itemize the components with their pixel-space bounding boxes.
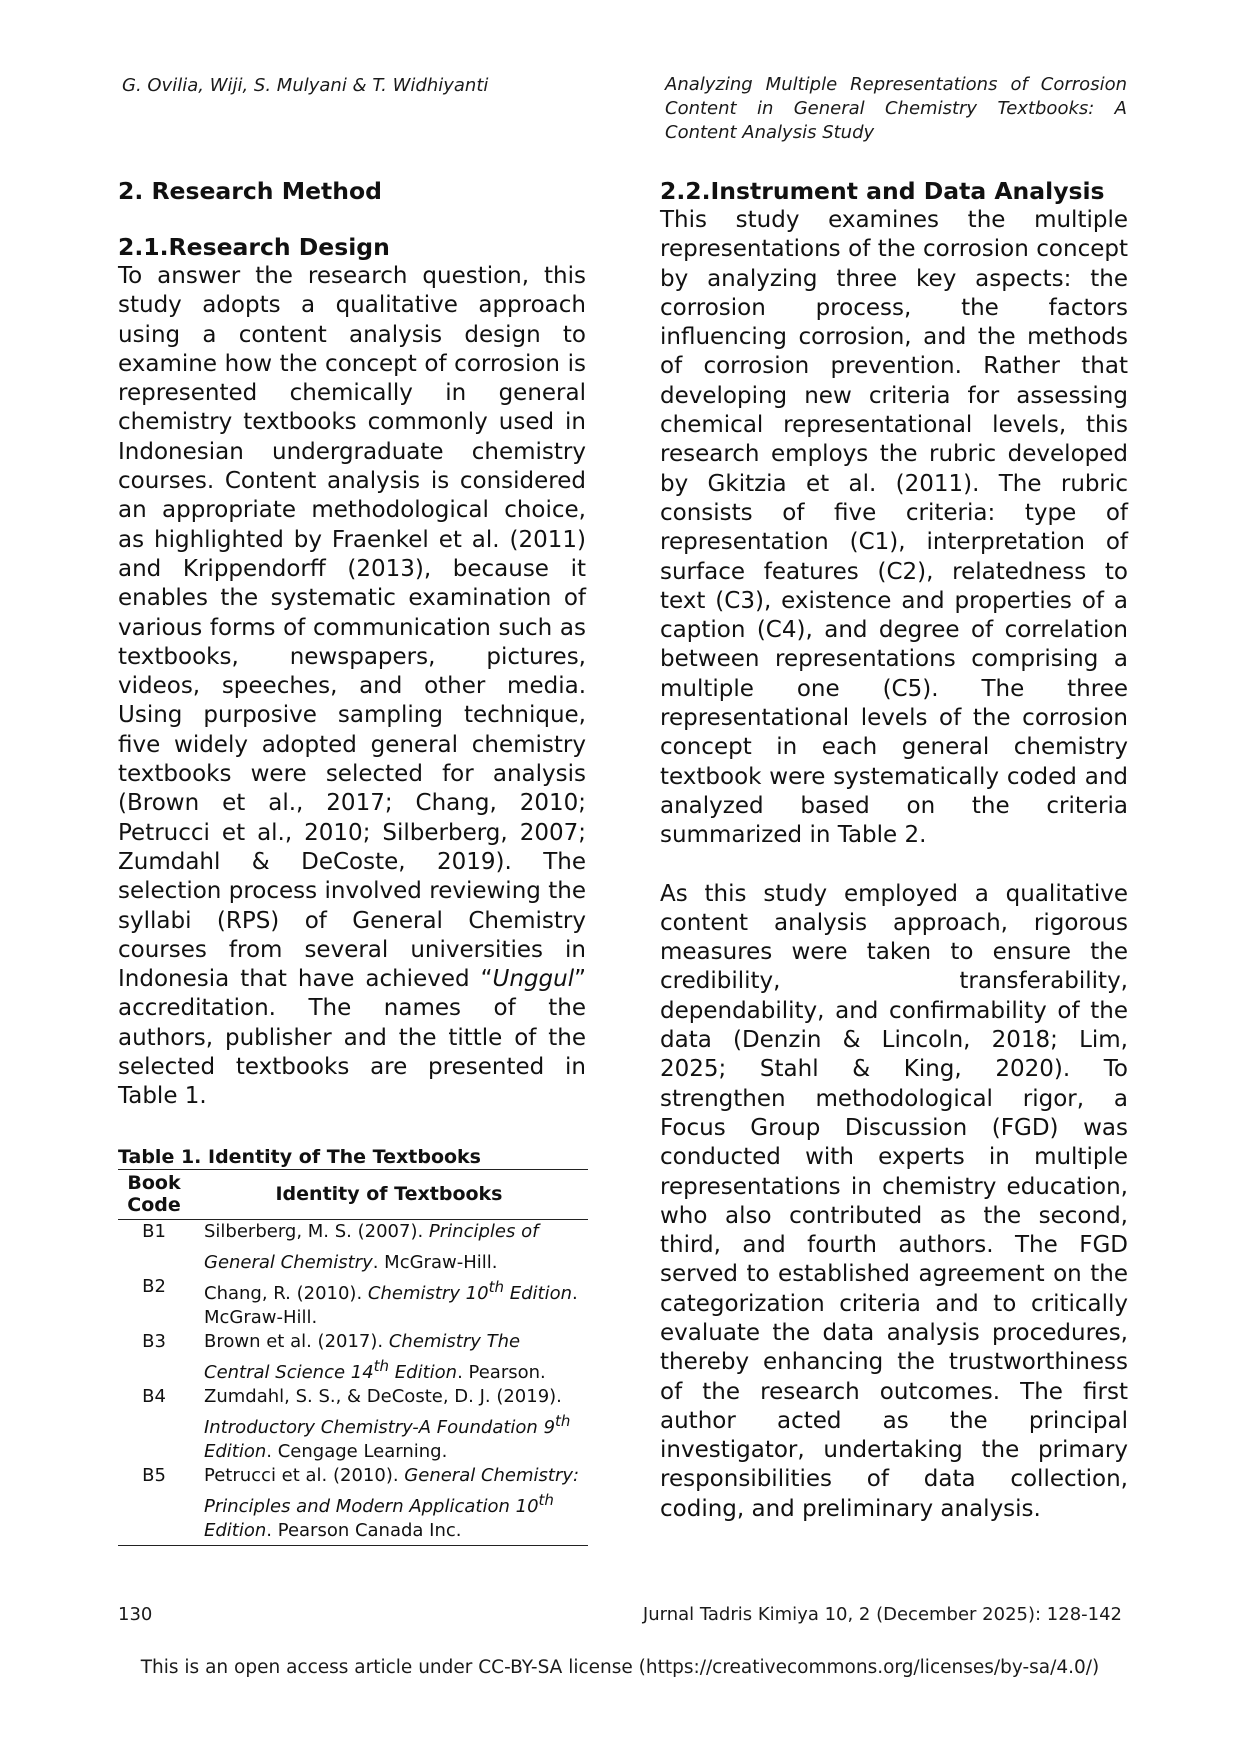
table-header-identity: Identity of Textbooks xyxy=(190,1169,588,1219)
book-code-cell: B2 xyxy=(142,1275,166,1297)
citation-title-after: Edition xyxy=(503,1282,572,1304)
running-header-title: Analyzing Multiple Representations of Corrosion Content in General Chemistry Textbooks: A Content Analysis Study xyxy=(665,74,1127,143)
citation-publisher: . Pearson. xyxy=(457,1361,546,1383)
citation-title-sup: th xyxy=(538,1490,554,1509)
citation-title-after: Edition xyxy=(204,1519,267,1541)
paragraph-text: ” accreditation. The names of the authors, publisher and the tittle of the selected textbooks are presented in Table 1. xyxy=(118,966,586,1110)
citation-authors: Chang, R. (2010). xyxy=(204,1282,368,1304)
citation-publisher: . McGraw-Hill. xyxy=(372,1251,498,1273)
book-code-cell: B3 xyxy=(142,1330,166,1352)
table-caption: Table 1. Identity of The Textbooks xyxy=(118,1145,481,1168)
journal-citation: Jurnal Tadris Kimiya 10, 2 (December 2025): 128-142 xyxy=(642,1604,1122,1625)
citation-title: Chemistry 10 xyxy=(367,1282,489,1304)
identity-cell xyxy=(190,1385,588,1464)
right-column xyxy=(660,176,1128,1524)
book-code-cell: B1 xyxy=(142,1220,166,1242)
identity-cell xyxy=(190,1219,588,1275)
citation-authors: Zumdahl, S. S., & DeCoste, D. J. (2019). xyxy=(204,1385,562,1407)
instrument-paragraph-2: As this study employed a qualitative content analysis approach, rigorous measures were taken to ensure the credibility, transferability, dependability, and confirmability of the data (Denzin & Lincoln, 2018; Lim, 2025; Stahl & King, 2020). To strengthen methodological rigor, a Focus Group Discussion (FGD) was conducted with experts in multiple representations in chemistry education, who also contributed as the second, third, and fourth authors. The FGD served to established agreement on the categorization criteria and to critically evaluate the data analysis procedures, thereby enhancing the trustworthiness of the research outcomes. The first author acted as the principal investigator, undertaking the primary responsibilities of data collection, coding, and preliminary analysis. xyxy=(660,880,1128,1522)
book-code-cell: B4 xyxy=(142,1385,166,1407)
citation-title: General Chemistry: Principles and Modern Application 10 xyxy=(204,1464,580,1517)
citation-title-after: Edition xyxy=(204,1440,267,1462)
citation-publisher: . Pearson Canada Inc. xyxy=(266,1519,462,1541)
table-header-book-code: Book Code xyxy=(118,1169,190,1219)
paragraph-text: To answer the research question, this study adopts a qualitative approach using a content analysis design to examine how the concept of corrosion is represented chemically in general chemistry textbooks commonly used in Indonesian undergraduate chemistry courses. Content analysis is considered an appropriate methodological choice, as highlighted by Fraenkel et al. (2011) and Krippendorff (2013), because it enables the systematic examination of various forms of communication such as textbooks, newspapers, pictures, videos, speeches, and other media. Using purposive sampling technique, five widely adopted general chemistry textbooks were selected for analysis (Brown et al., 2017; Chang, 2010; Petrucci et al., 2010; Silberberg, 2007; Zumdahl & DeCoste, 2019). The selection process involved reviewing the syllabi (RPS) of General Chemistry courses from several universities in Indonesia that have achieved “ xyxy=(118,263,586,993)
research-design-paragraph xyxy=(118,262,586,1112)
citation-title-sup: th xyxy=(555,1411,571,1430)
citation-title-sup: th xyxy=(373,1356,390,1375)
table-row xyxy=(118,1330,588,1385)
table-row xyxy=(118,1385,588,1464)
identity-cell xyxy=(190,1330,588,1385)
citation-authors: Brown et al. (2017). xyxy=(204,1330,389,1352)
identity-cell xyxy=(190,1275,588,1330)
citation-publisher: . McGraw-Hill. xyxy=(204,1282,578,1328)
left-column xyxy=(118,176,586,1546)
book-code-cell: B5 xyxy=(118,1464,190,1546)
italic-term: Unggul xyxy=(492,966,575,993)
subsection-heading-research-design: 2.1.Research Design xyxy=(118,233,390,261)
citation-publisher: . Cengage Learning. xyxy=(266,1440,448,1462)
page-number: 130 xyxy=(118,1604,153,1625)
license-notice: This is an open access article under CC-BY-SA license (https://creativecommons.org/licenses/by-sa/4.0/) xyxy=(140,1657,1100,1678)
table-row xyxy=(118,1219,588,1275)
citation-title: Chemistry The Central Science 14 xyxy=(204,1330,521,1383)
section-heading: 2. Research Method xyxy=(118,177,382,205)
table-row xyxy=(118,1275,588,1330)
subsection-heading-instrument: 2.2.Instrument and Data Analysis xyxy=(660,177,1105,205)
citation-authors: Petrucci et al. (2010). xyxy=(204,1464,405,1486)
textbooks-table xyxy=(118,1169,588,1546)
identity-cell xyxy=(190,1464,588,1546)
citation-title: Introductory Chemistry-A Foundation 9 xyxy=(204,1416,556,1438)
citation-title-after: Edition xyxy=(389,1361,458,1383)
citation-authors: Silberberg, M. S. (2007). xyxy=(204,1220,429,1242)
table-row xyxy=(118,1464,588,1546)
instrument-paragraph-1: This study examines the multiple representations of the corrosion concept by analyzing three key aspects: the corrosion process, the factors influencing corrosion, and the methods of corrosion prevention. Rather that developing new criteria for assessing chemical representational levels, this research employs the rubric developed by Gkitzia et al. (2011). The rubric consists of five criteria: type of representation (C1), interpretation of surface features (C2), relatedness to text (C3), existence and properties of a caption (C4), and degree of correlation between representations comprising a multiple one (C5). The three representational levels of the corrosion concept in each general chemistry textbook were systematically coded and analyzed based on the criteria summarized in Table 2. xyxy=(660,207,1128,849)
citation-title: Principles of General Chemistry xyxy=(204,1220,539,1273)
running-header-authors: G. Ovilia, Wiji, S. Mulyani & T. Widhiyanti xyxy=(122,75,489,96)
citation-title-sup: th xyxy=(488,1277,504,1296)
